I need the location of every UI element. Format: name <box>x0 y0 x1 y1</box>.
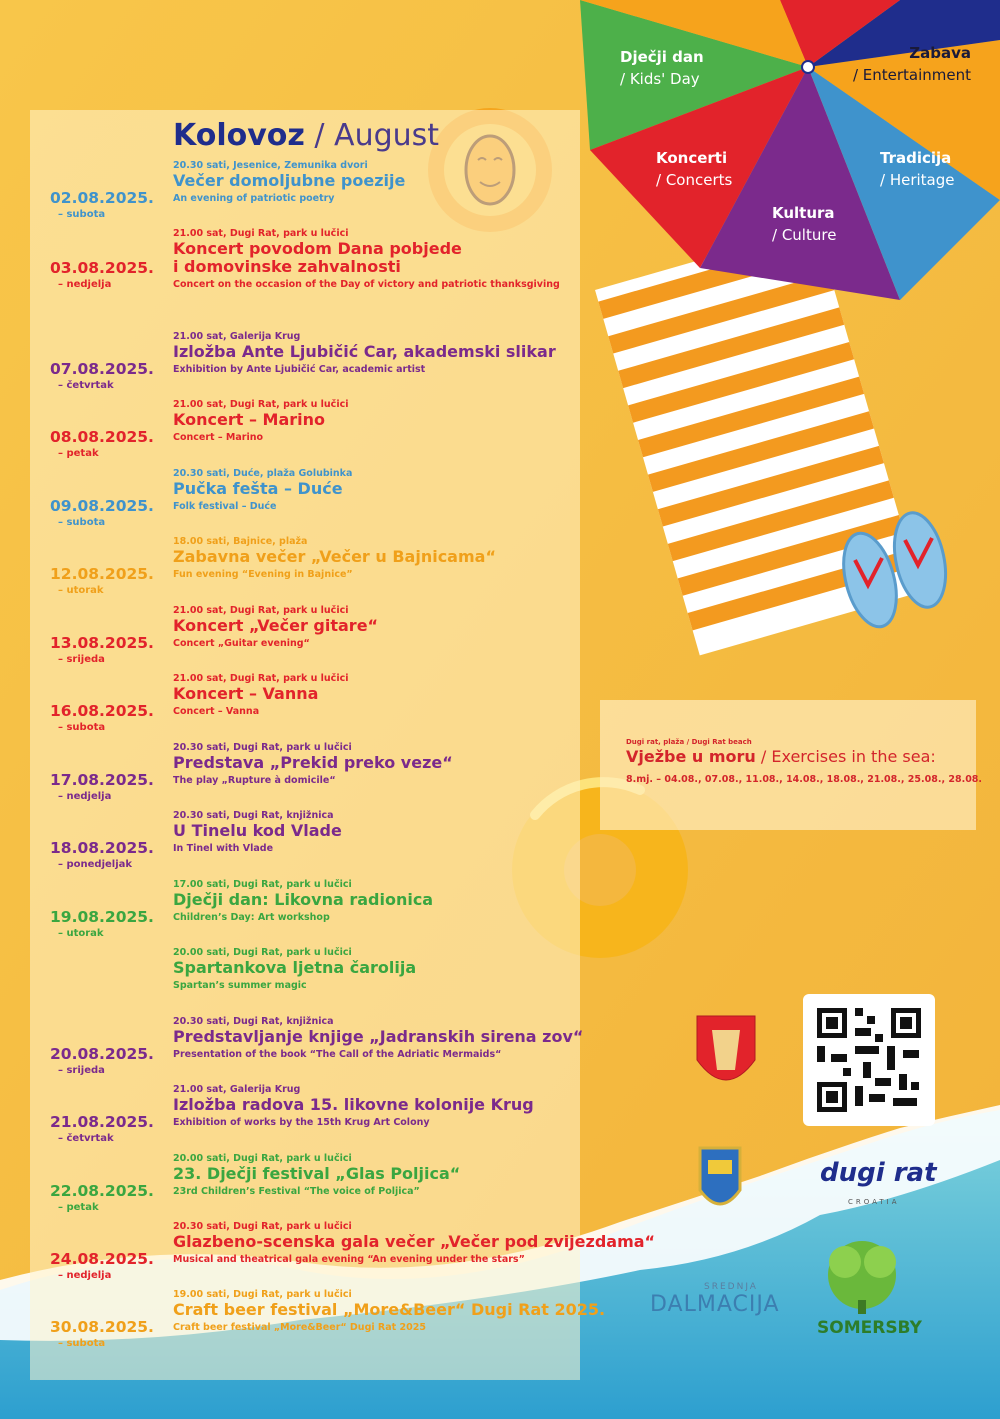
event-title: Večer domoljubne poezije <box>173 171 406 190</box>
event-title: Craft beer festival „More&Beer“ Dugi Rat 2025. <box>173 1300 606 1319</box>
sea-exercise-box <box>600 700 983 830</box>
event-time: 20.00 sati, Dugi Rat, park u lučici <box>173 947 352 958</box>
event-subtitle: Exhibition of works by the 15th Krug Art Colony <box>173 1117 430 1128</box>
event-date: 02.08.2025. <box>50 189 154 207</box>
event-weekday: – subota <box>58 1338 106 1349</box>
event-row <box>0 947 620 1009</box>
event-subtitle: 23rd Children’s Festival “The voice of Poljica” <box>173 1186 420 1197</box>
event-time: 20.30 sati, Dugi Rat, park u lučici <box>173 742 352 753</box>
month-hr: Kolovoz <box>173 118 305 153</box>
event-date: 13.08.2025. <box>50 634 154 652</box>
event-time: 21.00 sat, Dugi Rat, park u lučici <box>173 605 349 616</box>
event-title: Izložba radova 15. likovne kolonije Krug <box>173 1095 534 1114</box>
event-row <box>0 468 620 530</box>
event-date: 21.08.2025. <box>50 1113 154 1131</box>
croatia-label: CROATIA <box>848 1198 900 1206</box>
event-title: Glazbeno-scenska gala večer „Večer pod zvijezdama“ <box>173 1232 656 1251</box>
event-subtitle: In Tinel with Vlade <box>173 843 274 854</box>
event-title: Predstava „Prekid preko veze“ <box>173 753 453 772</box>
event-row <box>0 536 620 598</box>
legend-entertainment: Zabava / Entertainment <box>852 44 971 84</box>
event-weekday: – subota <box>58 209 106 220</box>
event-row <box>0 160 620 222</box>
event-title: Spartankova ljetna čarolija <box>173 958 417 977</box>
event-weekday: – srijeda <box>58 1065 105 1076</box>
event-weekday: – nedjelja <box>58 791 112 802</box>
event-time: 20.30 sati, Jesenice, Zemunika dvori <box>173 160 368 171</box>
event-weekday: – nedjelja <box>58 279 112 290</box>
event-weekday: – petak <box>58 1202 99 1213</box>
event-subtitle: Musical and theatrical gala evening “An evening under the stars” <box>173 1254 525 1265</box>
event-weekday: – utorak <box>58 928 104 939</box>
event-weekday: – četvrtak <box>58 380 114 391</box>
event-subtitle: The play „Rupture à domicile“ <box>173 775 336 786</box>
qr-code[interactable] <box>803 994 935 1126</box>
event-weekday: – četvrtak <box>58 1133 114 1144</box>
event-time: 20.30 sati, Dugi Rat, knjižnica <box>173 1016 334 1027</box>
event-time: 19.00 sati, Dugi Rat, park u lučici <box>173 1289 352 1300</box>
event-date: 17.08.2025. <box>50 771 154 789</box>
event-date: 30.08.2025. <box>50 1318 154 1336</box>
event-row <box>0 1289 620 1351</box>
event-subtitle: Craft beer festival „More&Beer“ Dugi Rat 2025 <box>173 1322 426 1333</box>
dugi-rat-logo: dugi rat <box>820 1158 937 1188</box>
event-row <box>0 228 620 290</box>
month-en: August <box>334 118 440 153</box>
event-time: 20.30 sati, Duće, plaža Golubinka <box>173 468 353 479</box>
event-date: 20.08.2025. <box>50 1045 154 1063</box>
legend-concerts: Koncerti / Concerts <box>656 149 733 189</box>
dalmacija-logo: DALMACIJA <box>650 1292 780 1317</box>
event-row <box>0 879 620 941</box>
event-date: 09.08.2025. <box>50 497 154 515</box>
event-date: 18.08.2025. <box>50 839 154 857</box>
event-title: Predstavljanje knjige „Jadranskih sirena zov“ <box>173 1027 584 1046</box>
event-title: U Tinelu kod Vlade <box>173 821 342 840</box>
somersby-logo: SOMERSBY <box>817 1318 922 1338</box>
page-title: Kolovoz / August <box>173 118 440 153</box>
legend-heritage: Tradicija / Heritage <box>880 149 955 189</box>
event-date: 08.08.2025. <box>50 428 154 446</box>
event-subtitle: Spartan’s summer magic <box>173 980 307 991</box>
event-weekday: – subota <box>58 722 106 733</box>
qr-code-icon <box>803 994 935 1126</box>
event-title: Koncert – Vanna <box>173 684 319 703</box>
event-row <box>0 399 620 461</box>
event-title: Pučka fešta – Duće <box>173 479 343 498</box>
event-subtitle: Fun evening “Evening in Bajnice” <box>173 569 353 580</box>
exercise-dates: 8.mj. – 04.08., 07.08., 11.08., 14.08., 18.08., 21.08., 25.08., 28.08. <box>626 774 983 785</box>
event-title: Zabavna večer „Večer u Bajnicama“ <box>173 547 496 566</box>
event-subtitle: Presentation of the book “The Call of the Adriatic Mermaids“ <box>173 1049 502 1060</box>
event-subtitle: Exhibition by Ante Ljubičić Car, academic artist <box>173 364 426 375</box>
coat-of-arms-split-dalmatia <box>700 1148 740 1204</box>
event-time: 20.00 sati, Dugi Rat, park u lučici <box>173 1153 352 1164</box>
event-title: 23. Dječji festival „Glas Poljica“ <box>173 1164 461 1183</box>
event-title: Koncert – Marino <box>173 410 325 429</box>
event-weekday: – nedjelja <box>58 1270 112 1281</box>
event-date: 03.08.2025. <box>50 259 154 277</box>
event-title: Koncert „Večer gitare“ <box>173 616 379 635</box>
event-time: 18.00 sati, Bajnice, plaža <box>173 536 308 547</box>
event-row <box>0 605 620 667</box>
event-date: 12.08.2025. <box>50 565 154 583</box>
event-date: 24.08.2025. <box>50 1250 154 1268</box>
event-time: 21.00 sat, Dugi Rat, park u lučici <box>173 228 349 239</box>
event-title: Izložba Ante Ljubičić Car, akademski slikar <box>173 342 556 361</box>
event-time: 20.30 sati, Dugi Rat, park u lučici <box>173 1221 352 1232</box>
event-subtitle: Concert on the occasion of the Day of victory and patriotic thanksgiving <box>173 279 560 290</box>
exercise-location: Dugi rat, plaža / Dugi Rat beach <box>626 738 752 746</box>
event-time: 21.00 sat, Dugi Rat, park u lučici <box>173 399 349 410</box>
event-title: Dječji dan: Likovna radionica <box>173 890 434 909</box>
srednja-label: SREDNJA <box>704 1282 758 1292</box>
event-title: Koncert povodom Dana pobjede <box>173 239 462 258</box>
event-weekday: – petak <box>58 448 99 459</box>
exercise-title: Vježbe u moru / Exercises in the sea: <box>626 747 936 766</box>
event-time: 17.00 sati, Dugi Rat, park u lučici <box>173 879 352 890</box>
event-row <box>0 331 620 393</box>
event-time: 21.00 sat, Dugi Rat, park u lučici <box>173 673 349 684</box>
event-date: 16.08.2025. <box>50 702 154 720</box>
legend-kids: Dječji dan / Kids' Day <box>620 48 704 88</box>
event-subtitle: An evening of patriotic poetry <box>173 193 335 204</box>
event-row <box>0 1084 620 1146</box>
event-row <box>0 742 620 804</box>
event-row <box>0 673 620 735</box>
event-time: 21.00 sat, Galerija Krug <box>173 331 301 342</box>
event-weekday: – subota <box>58 517 106 528</box>
legend-culture: Kultura / Culture <box>772 204 837 244</box>
event-title-line2: i domovinske zahvalnosti <box>173 257 401 276</box>
event-date: 07.08.2025. <box>50 360 154 378</box>
event-weekday: – ponedjeljak <box>58 859 133 870</box>
event-row <box>0 1221 656 1283</box>
event-subtitle: Concert – Vanna <box>173 706 260 717</box>
coat-of-arms-dugi-rat <box>697 1016 755 1080</box>
event-row <box>0 1153 620 1215</box>
event-weekday: – utorak <box>58 585 104 596</box>
event-time: 21.00 sat, Galerija Krug <box>173 1084 301 1095</box>
event-subtitle: Concert „Guitar evening“ <box>173 638 310 649</box>
event-weekday: – srijeda <box>58 654 105 665</box>
event-subtitle: Concert – Marino <box>173 432 264 443</box>
event-date: 19.08.2025. <box>50 908 154 926</box>
event-time: 20.30 sati, Dugi Rat, knjižnica <box>173 810 334 821</box>
event-row <box>0 810 620 872</box>
event-subtitle: Children’s Day: Art workshop <box>173 912 330 923</box>
event-row <box>0 1016 620 1078</box>
event-date: 22.08.2025. <box>50 1182 154 1200</box>
event-subtitle: Folk festival – Duće <box>173 501 277 512</box>
